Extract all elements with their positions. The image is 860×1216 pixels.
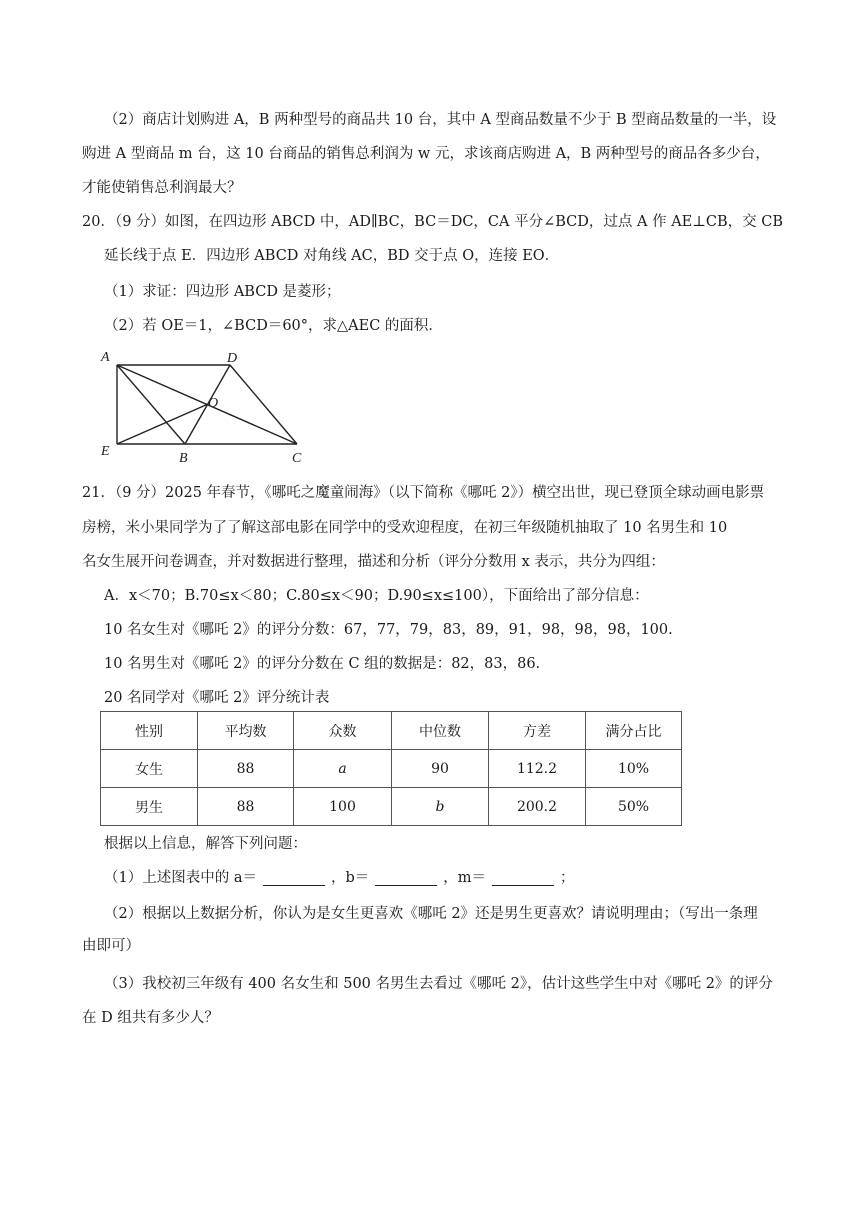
table-cell: b [392, 788, 489, 826]
table-cell: a [294, 750, 392, 788]
q21-boys-c-group: 10 名男生对《哪吒 2》的评分分数在 C 组的数据是：82，83，86. [104, 656, 541, 672]
q21-table-title: 20 名同学对《哪吒 2》评分统计表 [104, 690, 330, 706]
q21-part1-b-label: ，b＝ [330, 870, 370, 886]
q21-prompt: 根据以上信息，解答下列问题： [104, 836, 307, 852]
q21-part1 [104, 868, 575, 888]
table-row [101, 788, 682, 826]
table-header-cell: 平均数 [198, 712, 294, 750]
table-cell: 112.2 [489, 750, 586, 788]
table-header-cell: 性别 [101, 712, 198, 750]
q20-part1: （1）求证：四边形 ABCD 是菱形； [104, 284, 341, 300]
segment-dc [230, 365, 297, 444]
point-label-b: B [179, 451, 188, 465]
table-cell: 10% [586, 750, 682, 788]
table-header-cell: 中位数 [392, 712, 489, 750]
table-header-cell: 方差 [489, 712, 586, 750]
q21-part2-line1: （2）根据以上数据分析，你认为是女生更喜欢《哪吒 2》还是男生更喜欢？请说明理由；（写出一条理 [104, 906, 758, 922]
q21-girls-scores: 10 名女生对《哪吒 2》的评分分数：67，77，79，83，89，91，98，98，98，100. [104, 622, 673, 638]
point-label-e: E [101, 444, 110, 459]
table-header-row [101, 712, 682, 750]
point-label-o: O [208, 396, 219, 411]
table-cell: 90 [392, 750, 489, 788]
table-cell: 男生 [101, 788, 198, 826]
table-cell: 200.2 [489, 788, 586, 826]
table-row [101, 750, 682, 788]
q21-stats-table [100, 711, 682, 826]
table-cell: 88 [198, 750, 294, 788]
q21-stem-line3: 名女生展开问卷调查，并对数据进行整理，描述和分析（评分分数用 x 表示，共分为四组： [82, 554, 665, 570]
answer-blank-a[interactable] [263, 869, 325, 886]
q20-stem-line1: 20．（9 分）如图，在四边形 ABCD 中，AD∥BC，BC＝DC，CA 平分∠BCD，过点 A 作 AE⊥CB，交 CB [82, 214, 783, 230]
table-header-cell: 满分占比 [586, 712, 682, 750]
point-label-c: C [292, 451, 302, 465]
q21-part3-line2: 在 D 组共有多少人？ [82, 1010, 219, 1026]
answer-blank-m[interactable] [492, 869, 554, 886]
q21-part3-line1: （3）我校初三年级有 400 名女生和 500 名男生去看过《哪吒 2》，估计这些学生中对《哪吒 2》的评分 [104, 976, 773, 992]
table-cell: 女生 [101, 750, 198, 788]
q21-part1-end: ； [560, 870, 575, 886]
point-label-d: D [227, 351, 238, 366]
q20-stem-line2: 延长线于点 E．四边形 ABCD 对角线 AC，BD 交于点 O，连接 EO． [104, 248, 560, 264]
q21-part1-a-label: （1）上述图表中的 a＝ [104, 870, 257, 886]
q19-part2-line2: 购进 A 型商品 m 台，这 10 台商品的销售总利润为 w 元，求该商店购进 A，B 两种型号的商品各多少台， [82, 146, 770, 162]
segment-ab [117, 365, 185, 444]
q20-figure [95, 345, 315, 465]
point-label-a: A [101, 350, 110, 365]
table-header-cell: 众数 [294, 712, 392, 750]
q21-part2-line2: 由即可） [82, 938, 140, 954]
q19-part2-line1: （2）商店计划购进 A，B 两种型号的商品共 10 台，其中 A 型商品数量不少于 B 型商品数量的一半，设 [104, 112, 777, 128]
q21-part1-m-label: ，m＝ [443, 870, 487, 886]
q20-part2: （2）若 OE＝1，∠BCD＝60°，求△AEC 的面积． [104, 318, 443, 334]
q19-part2-line3: 才能使销售总利润最大？ [82, 180, 242, 196]
table-cell: 100 [294, 788, 392, 826]
q21-groups-line: A．x＜70；B.70≤x＜80；C.80≤x＜90；D.90≤x≤100），下面给出了部分信息： [104, 588, 649, 604]
q21-stem-line2: 房榜，米小果同学为了了解这部电影在同学中的受欢迎程度，在初三年级随机抽取了 10 名男生和 10 [82, 520, 728, 536]
table-cell: 88 [198, 788, 294, 826]
segment-eo [117, 405, 207, 445]
table-cell: 50% [586, 788, 682, 826]
answer-blank-b[interactable] [375, 869, 437, 886]
q21-stem-line1: 21．（9 分）2025 年春节，《哪吒之魔童闹海》（以下简称《哪吒 2》）横空出世，现已登顶全球动画电影票 [82, 485, 765, 501]
